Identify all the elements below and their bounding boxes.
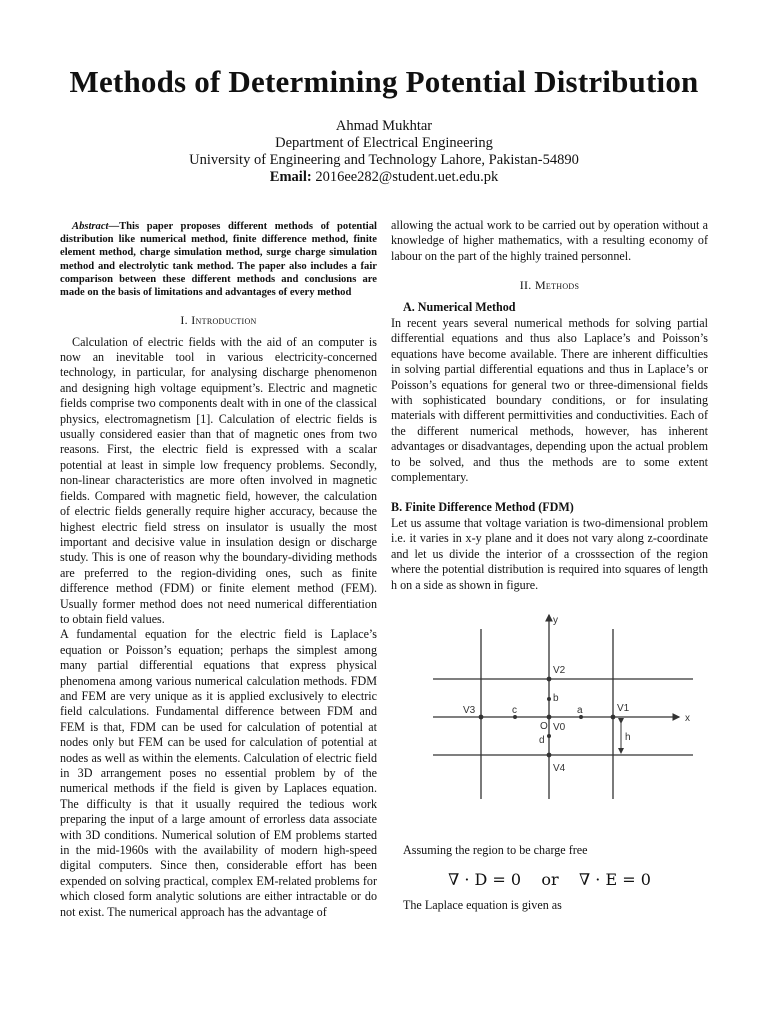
email-label: Email: <box>269 169 312 185</box>
equation-or: or <box>541 870 559 890</box>
paper-title: Methods of Determining Potential Distribution <box>69 64 699 99</box>
v4-label: V4 <box>553 762 566 774</box>
author-email-line <box>0 169 768 186</box>
author-block <box>0 118 768 186</box>
node-v3 <box>479 715 484 720</box>
c-label: c <box>512 704 517 716</box>
node-d <box>547 734 551 738</box>
author-email: 2016ee282@student.uet.edu.pk <box>315 169 499 185</box>
intro-heading <box>60 313 377 328</box>
origin-label: O <box>540 720 548 732</box>
intro-heading-num: I. <box>180 313 188 328</box>
methods-heading-text: Methods <box>534 278 580 293</box>
d-label: d <box>539 734 545 746</box>
abstract <box>60 220 377 299</box>
methods-heading <box>391 278 708 293</box>
author-university: University of Engineering and Technology Lahore, Pakistan-54890 <box>189 152 579 168</box>
intro-paragraph-1: Calculation of electric fields with the aid of an computer is now an inevitable tool in various electricity-concerned technology, in particular, for analysing discharge phenomenon and designing high voltage equipment’s. Electric and magnetic fields comprise two components dealt with in one of the classical physics, electromagnetism [1]. Calculation of electric fields is usually considered easier than that of magnetic ones from two reasons. First, the electric field is expressed with a scalar potential at least in simple low frequency problems. Secondly, non-linear characteristics are more often involved in magnetic fields. Compared with magnetic field, however, the calculation of electric fields generally require higher accuracy, because the highest electric field stress on insulator is usually the most important and decisive value in insulation design or discharge study. This is one of reason why the boundary-dividing methods are preferred to the region-dividing ones, such as finite difference method (FDM) or finite element method (FEM). Usually former method does not need numerical differentiation to obtain field values. <box>60 334 377 626</box>
v0-label: V0 <box>553 721 566 733</box>
equation-d: ∇ · D = 0 <box>448 870 522 890</box>
node-v1 <box>611 715 616 720</box>
subsection-numerical-method: A. Numerical Method <box>403 299 516 314</box>
node-v4 <box>547 753 552 758</box>
intro-continuation: allowing the actual work to be carried out by operation without a knowledge of higher mathematics, with a resulting economy of labour on the part of the highly trained personnel. <box>391 218 708 263</box>
fdm-grid-diagram <box>403 609 703 799</box>
x-axis-label: x <box>685 712 690 724</box>
abstract-label: Abstract <box>72 221 109 232</box>
intro-paragraph-2: A fundamental equation for the electric field is Laplace’s equation or Poisson’s equation; perhaps the simplest among many partial differential equations that express physical phenomena among various numerical calculation methods. FDM and FEM are very unique as it is applied exclusively to electric field calculations. Fundamental difference between FDM and FEM is that, FDM can be used for calculation of potential at nodes only but FEM can be used for calculation of potential at nodes as well as within the elements. Calculation of electric field in 3D arrangement poses no essential problem by of the numerical methods if the field is given by Laplaces equation. The difficulty is that it usually required the tedious work preparing the input of a large amount of errorless data associate with 3D conditions. Numerical solution of EM problems started in the mid-1960s with the availability of modern high-speed digital computers. Since then, considerable effort has been expended on solving practical, complex EM-related problems for which closed form analytic solutions are either intractable or do not exist. The numerical approach has the advantage of <box>60 627 377 919</box>
node-v0 <box>547 715 552 720</box>
author-department: Department of Electrical Engineering <box>275 135 493 151</box>
author-name: Ahmad Mukhtar <box>335 118 433 134</box>
node-v2 <box>547 677 552 682</box>
fdm-grid-figure <box>403 609 703 799</box>
subsection-fdm: B. Finite Difference Method (FDM) <box>391 499 574 514</box>
node-b <box>547 697 551 701</box>
methods-heading-num: II. <box>519 278 532 293</box>
right-column <box>391 218 708 913</box>
y-axis-label: y <box>553 614 558 626</box>
divergence-equation <box>391 870 708 890</box>
left-column <box>60 220 377 920</box>
v3-label: V3 <box>463 704 476 716</box>
a-label: a <box>577 704 583 716</box>
charge-free-text: Assuming the region to be charge free <box>403 842 588 857</box>
fdm-text: Let us assume that voltage variation is two-dimensional problem i.e. it varies in x-y plane and it does not vary along z-coordinate and let us divide the interior of a crosssection of the region where the potential distribution is required into squares of length h on a side as shown in figure. <box>391 515 708 592</box>
equation-e: ∇ · E = 0 <box>579 870 651 890</box>
v2-label: V2 <box>553 664 566 676</box>
abstract-text: —This paper proposes different methods of potential distribution like numerical method, finite difference method, finite element method, charge simulation method, surge charge simulation method and electrolytic tank method. The paper also includes a fair comparison between these different methods and conclusions are made on the basis of limitations and advantages of every method <box>60 221 377 299</box>
intro-heading-text: Introduction <box>191 313 257 328</box>
v1-label: V1 <box>617 702 630 714</box>
laplace-text: The Laplace equation is given as <box>403 897 562 912</box>
h-label: h <box>625 731 631 743</box>
numerical-method-text: In recent years several numerical methods for solving partial differential equations and thus also Laplace’s and Poisson’s equations have become available. There are inherent difficulties in solving partial differential equations and thus in Laplace’s or Poisson’s equations for general two or three-dimensional fields with sophisticated boundary conditions, or for insulating materials with different permittivities and conductivities. Each of the different numerical methods, however, has inherent advantages or disadvantages, depending upon the actual problem to be solved, and thus the methods are to some extent complementary. <box>391 316 708 485</box>
b-label: b <box>553 692 559 704</box>
